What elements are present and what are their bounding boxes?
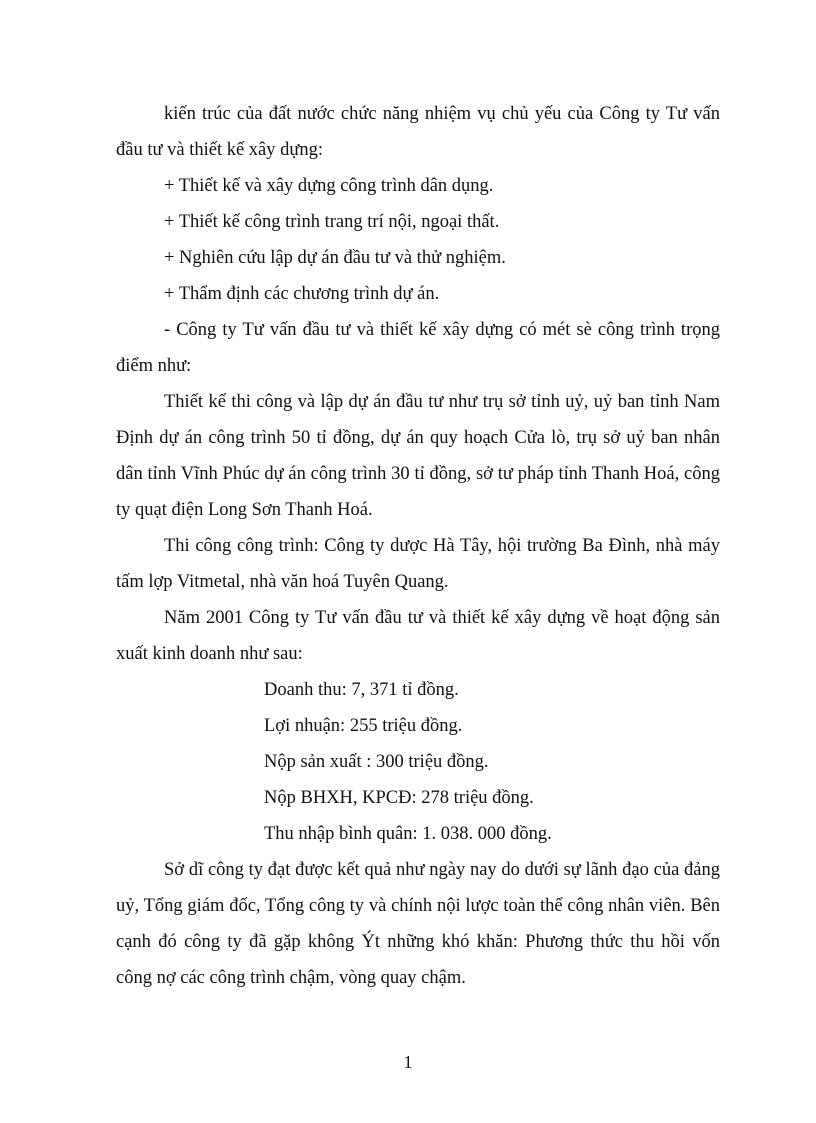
document-body	[116, 96, 720, 996]
construction-projects-paragraph: Thi công công trình: Công ty dược Hà Tây, hội trường Ba Đình, nhà máy tấm lợp Vitmetal, nhà văn hoá Tuyên Quang.	[116, 536, 720, 592]
conclusion-paragraph: Sở dĩ công ty đạt được kết quả như ngày nay do dưới sự lãnh đạo của đảng uỷ, Tổng giám đốc, Tổng công ty và chính nội lược toàn thể công nhân viên. Bên cạnh đó công ty đã gặp không Ýt những khó khăn: Phương thức thu hồi vốn công nợ các công trình chậm, vòng quay chậm.	[116, 860, 720, 988]
stat-profit: Lợi nhuận: 255 triệu đồng.	[264, 716, 463, 736]
stat-social-insurance: Nộp BHXH, KPCĐ: 278 triệu đồng.	[264, 788, 534, 808]
intro-paragraph: kiến trúc của đất nước chức năng nhiệm vụ chủ yếu của Công ty Tư vấn đầu tư và thiết kế xây dựng:	[116, 104, 720, 160]
key-projects-intro: - Công ty Tư vấn đầu tư và thiết kế xây dựng có mét sè công trình trọng điểm như:	[116, 320, 720, 376]
stat-average-income: Thu nhập bình quân: 1. 038. 000 đồng.	[264, 824, 552, 844]
page-number: 1	[403, 1052, 413, 1072]
year-summary-paragraph: Năm 2001 Công ty Tư vấn đầu tư và thiết kế xây dựng về hoạt động sản xuất kinh doanh như sau:	[116, 608, 720, 664]
stat-revenue: Doanh thu: 7, 371 tỉ đồng.	[264, 680, 459, 700]
duty-item-1: + Thiết kế và xây dựng công trình dân dụng.	[164, 176, 494, 196]
duty-item-3: + Nghiên cứu lập dự án đầu tư và thử nghiệm.	[164, 248, 506, 268]
stat-production-payment: Nộp sản xuất : 300 triệu đồng.	[264, 752, 489, 772]
duty-item-4: + Thẩm định các chương trình dự án.	[164, 284, 440, 304]
design-projects-paragraph: Thiết kế thi công và lập dự án đầu tư như trụ sở tỉnh uỷ, uỷ ban tỉnh Nam Định dự án công trình 50 tỉ đồng, dự án quy hoạch Cửa lò, trụ sở uỷ ban nhân dân tỉnh Vĩnh Phúc dự án công trình 30 tỉ đồng, sở tư pháp tỉnh Thanh Hoá, công ty quạt điện Long Sơn Thanh Hoá.	[116, 392, 720, 520]
duty-item-2: + Thiết kế công trình trang trí nội, ngoại thất.	[164, 212, 500, 232]
